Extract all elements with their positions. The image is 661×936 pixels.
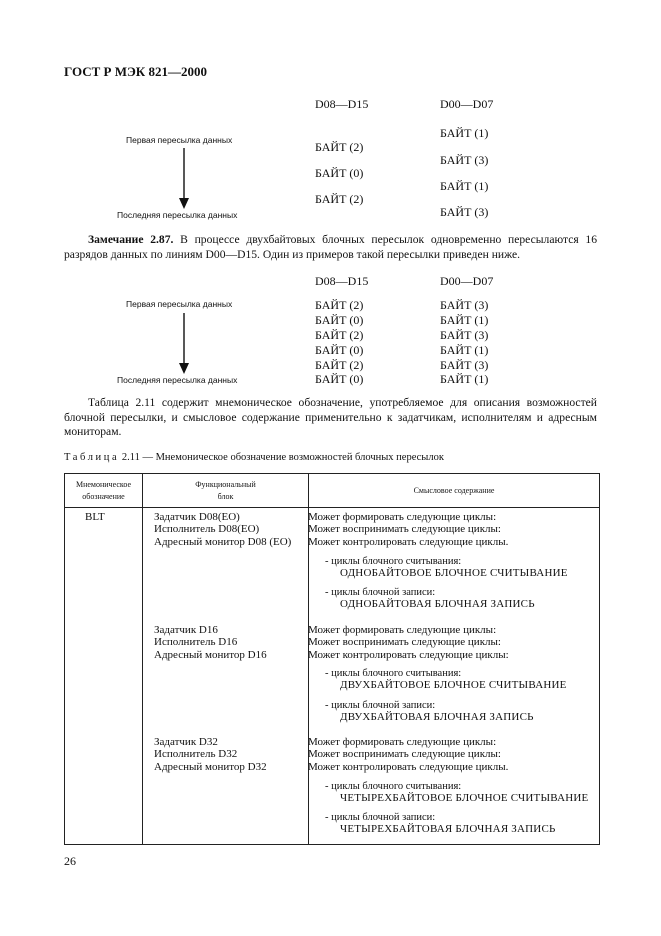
block-item: Адресный монитор D32 [154,760,267,773]
meaning-item: Может формировать следующие циклы: [308,736,497,748]
meaning-item: Может контролировать следующие циклы. [308,760,509,773]
byte-item: БАЙТ (3) [440,205,489,219]
first-transfer-label: Первая пересылка данных [126,135,233,145]
down-arrow-icon [177,148,191,210]
read-cycles-value: ОДНОБАЙТОВОЕ БЛОЧНОЕ СЧИТЫВАНИЕ [340,567,568,579]
meaning-item: Может формировать следующие циклы: [308,624,497,636]
byte-item: БАЙТ (2) [315,298,364,312]
body-paragraph: Таблица 2.11 содержит мнемоническое обозначение, употребляемое для описания возможностей блочной пересылки, и смысловое содержание применительно к задатчикам, исполнителям и адресным мониторам. [64,396,597,439]
byte-item: БАЙТ (3) [440,358,489,372]
byte-item: БАЙТ (3) [440,298,489,312]
block-item: Исполнитель D32 [154,748,238,761]
table-header-row [65,474,600,508]
byte-item: БАЙТ (1) [440,313,489,327]
byte-item: БАЙТ (0) [315,313,364,327]
block-list-d32 [154,736,267,773]
byte-item: БАЙТ (3) [440,153,489,167]
byte-item: БАЙТ (1) [440,126,489,140]
write-cycles-label: - циклы блочной записи: [325,587,436,598]
meaning-item: Может контролировать следующие циклы. [308,535,509,548]
meaning-item: Может контролировать следующие циклы: [308,648,509,661]
header-mnemonic-line2: обозначение [82,491,125,501]
table-caption-text: 2.11 — Мнемоническое обозначение возможностей блочных пересылок [119,452,444,463]
write-cycles-label: - циклы блочной записи: [325,812,436,823]
byte-item: БАЙТ (2) [315,192,364,206]
block-item: Адресный монитор D08 (EO) [154,535,292,548]
block-list-d16 [154,624,267,661]
meaning-list-d16 [308,624,509,661]
byte-item: БАЙТ (0) [315,166,364,180]
meaning-item: Может воспринимать следующие циклы: [308,748,501,761]
header-block-line2: блок [217,491,234,501]
block-item: Исполнитель D08(EO) [154,523,260,536]
mnemonic-cell [65,508,143,845]
block-item: Исполнитель D16 [154,636,238,649]
write-cycles-label: - циклы блочной записи: [325,700,436,711]
header-mnemonic-line1: Мнемоническое [75,479,132,489]
read-cycles-label: - циклы блочного считывания: [325,781,462,792]
block-item: Задатчик D32 [154,736,218,748]
read-cycles-value: ДВУХБАЙТОВОЕ БЛОЧНОЕ СЧИТЫВАНИЕ [340,679,567,691]
meaning-item: Может воспринимать следующие циклы: [308,636,501,649]
byte-item: БАЙТ (3) [440,328,489,342]
meaning-list-d32 [308,736,508,773]
mnemonic-value: BLT [85,511,105,523]
byte-item: БАЙТ (1) [440,372,489,386]
block-item: Задатчик D16 [154,624,218,636]
meaning-list-d08 [308,511,508,548]
header-block-line1: Функциональный [195,479,256,489]
byte-item: БАЙТ (1) [440,343,489,357]
table-caption [64,452,444,463]
table-caption-prefix: Таблица [64,452,120,463]
read-cycles-label: - циклы блочного считывания: [325,556,462,567]
header-meaning: Смысловое содержание [309,474,600,508]
byte-item: БАЙТ (2) [315,358,364,372]
note-paragraph [64,233,597,262]
document-header: ГОСТ Р МЭК 821—2000 [64,64,207,79]
header-mnemonic [65,474,143,508]
page-number: 26 [64,854,76,868]
last-transfer-label: Последняя пересылка данных [117,375,238,385]
byte-item: БАЙТ (0) [315,372,364,386]
note-text: В процессе двухбайтовых блочных пересылок одновременно пересылаются 16 разрядов данных по линиям D00—D15. Один из примеров такой пересылки приведен ниже. [64,233,597,261]
column-header-low: D00—D07 [440,97,494,111]
column-header-high: D08—D15 [315,97,369,111]
write-cycles-value: ОДНОБАЙТОВАЯ БЛОЧНАЯ ЗАПИСЬ [340,598,535,610]
block-cell [143,508,309,845]
down-arrow-icon [177,313,191,375]
block-item: Адресный монитор D16 [154,648,267,661]
byte-item: БАЙТ (0) [315,343,364,357]
note-label: Замечание 2.87. [88,233,174,246]
first-transfer-label: Первая пересылка данных [126,299,233,309]
byte-item: БАЙТ (2) [315,328,364,342]
column-header-low: D00—D07 [440,274,494,288]
block-item: Задатчик D08(EO) [154,511,240,523]
byte-item: БАЙТ (2) [315,140,364,154]
column-header-high: D08—D15 [315,274,369,288]
write-cycles-value: ДВУХБАЙТОВАЯ БЛОЧНАЯ ЗАПИСЬ [340,711,534,723]
header-block [143,474,309,508]
read-cycles-value: ЧЕТЫРЕХБАЙТОВОЕ БЛОЧНОЕ СЧИТЫВАНИЕ [340,792,589,804]
meaning-item: Может формировать следующие циклы: [308,511,497,523]
meaning-item: Может воспринимать следующие циклы: [308,523,501,536]
block-list-d08 [154,511,291,548]
last-transfer-label: Последняя пересылка данных [117,210,238,220]
read-cycles-label: - циклы блочного считывания: [325,668,462,679]
byte-item: БАЙТ (1) [440,179,489,193]
write-cycles-value: ЧЕТЫРЕХБАЙТОВАЯ БЛОЧНАЯ ЗАПИСЬ [340,823,556,835]
